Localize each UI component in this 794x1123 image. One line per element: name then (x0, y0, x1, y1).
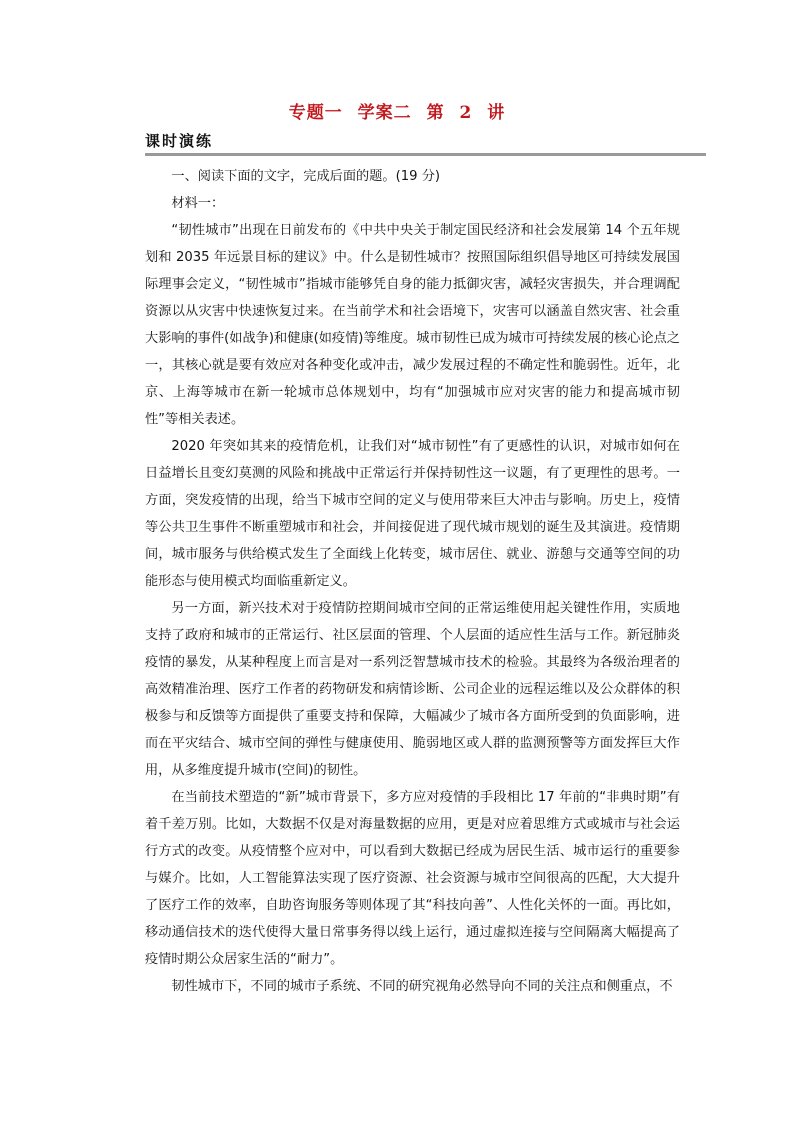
question-prompt: 一、阅读下面的文字，完成后面的题。(19 分) (171, 169, 441, 184)
heading-divider (145, 153, 706, 156)
paragraph: “韧性城市”出现在日前发布的《中共中央关于制定国民经济和社会发展第 14 个五年规划和 2035 年远景目标的建议》中。什么是韧性城市？按照国际组织倡导地区可持续发展国际理事会定义，“韧性城市”指城市能够凭自身的能力抵御灾害，减轻灾害损失，并合理调配资源以从灾害中快速恢复过来。在当前学术和社会语境下，灾害可以涵盖自然灾害、社会重大影响的事件(如战争)和健康(如疫情)等维度。城市韧性已成为城市可持续发展的核心论点之一，其核心就是要有效应对各种变化或冲击，减少发展过程的不确定性和脆弱性。近年，北京、上海等城市在新一轮城市总体规划中，均有“加强城市应对灾害的能力和提高城市韧性”等相关表述。 (145, 223, 680, 427)
paragraph: 韧性城市下，不同的城市子系统、不同的研究视角必然导向不同的关注点和侧重点，不 (171, 979, 673, 994)
document-body (145, 163, 680, 1000)
material-label: 材料一： (171, 196, 225, 211)
document-title: 专题一 学案二 第 2 讲 (288, 103, 506, 123)
section-heading: 课时演练 (145, 132, 214, 150)
paragraph: 在当前技术塑造的“新”城市背景下，多方应对疫情的手段相比 17 年前的“非典时期”有着千差万别。比如，大数据不仅是对海量数据的应用，更是对应着思维方式或城市与社会运行方式的改变。从疫情整个应对中，可以看到大数据已经成为居民生活、城市运行的重要参与媒介。比如，人工智能算法实现了医疗资源、社会资源与城市空间很高的匹配，大大提升了医疗工作的效率，自助咨询服务等则体现了其“科技向善”、人性化关怀的一面。再比如，移动通信技术的迭代使得大量日常事务得以线上运行，通过虚拟连接与空间隔离大幅提高了疫情时期公众居家生活的“耐力”。 (145, 790, 680, 967)
paragraph: 另一方面，新兴技术对于疫情防控期间城市空间的正常运维使用起关键性作用，实质地支持了政府和城市的正常运行、社区层面的管理、个人层面的适应性生活与工作。新冠肺炎疫情的暴发，从某种程度上而言是对一系列泛智慧城市技术的检验。其最终为各级治理者的高效精准治理、医疗工作者的药物研发和病情诊断、公司企业的远程运维以及公众群体的积极参与和反馈等方面提供了重要支持和保障，大幅减少了城市各方面所受到的负面影响，进而在平灾结合、城市空间的弹性与健康使用、脆弱地区或人群的监测预警等方面发挥巨大作用，从多维度提升城市(空间)的韧性。 (145, 601, 680, 778)
paragraph: 2020 年突如其来的疫情危机，让我们对“城市韧性”有了更感性的认识，对城市如何在日益增长且变幻莫测的风险和挑战中正常运行并保持韧性这一议题，有了更理性的思考。一方面，突发疫情的出现，给当下城市空间的定义与使用带来巨大冲击与影响。历史上，疫情等公共卫生事件不断重塑城市和社会，并间接促进了现代城市规划的诞生及其演进。疫情期间，城市服务与供给模式发生了全面线上化转变，城市居住、就业、游憩与交通等空间的功能形态与使用模式均面临重新定义。 (145, 439, 680, 589)
